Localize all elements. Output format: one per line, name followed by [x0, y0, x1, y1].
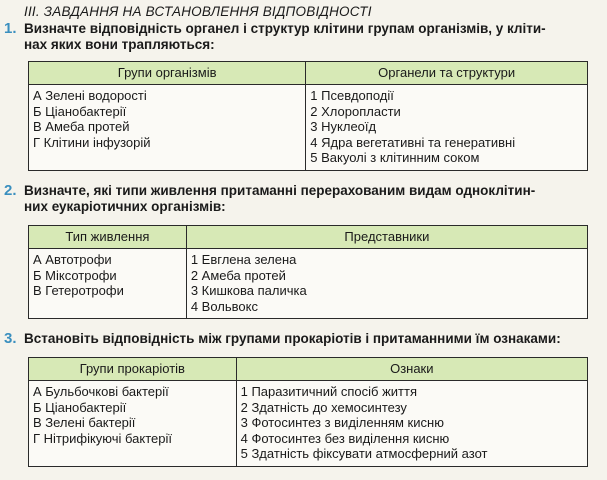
list-item: 3 Кишкова паличка	[190, 283, 307, 298]
list-item: А Зелені водорості	[33, 88, 147, 103]
list-item: 4 Ядра вегетативні та генеративні	[310, 134, 516, 150]
task-3-right-list	[236, 381, 587, 467]
task-1-question	[4, 21, 599, 53]
task-1-right-list	[306, 85, 588, 171]
list-item: В Зелені бактерії	[33, 415, 136, 430]
task-1-question-line1: Визначте відповідність органел і структур клітини групам організмів, у кліти-	[24, 21, 546, 36]
list-item: 1 Евглена зелена	[190, 252, 297, 267]
list-item: 3 Нуклеоїд	[310, 119, 377, 134]
task-1-left-header: Групи організмів	[29, 62, 306, 85]
list-item: 3 Фотосинтез з виділенням кисню	[240, 415, 444, 430]
task-1-right-header: Органели та структури	[306, 62, 588, 85]
list-item: 2 Хлоропласти	[310, 103, 401, 119]
list-item: 2 Здатність до хемосинтезу	[240, 399, 407, 415]
task-3-table	[28, 357, 588, 467]
list-item: Б Ціанобактерії	[33, 399, 127, 415]
task-3-number: 3.	[4, 330, 17, 347]
list-item: Г Клітини інфузорій	[33, 134, 151, 150]
task-2-right-list	[186, 249, 587, 319]
list-item: Б Ціанобактерії	[33, 103, 127, 119]
task-2-left-header: Тип живлення	[29, 226, 187, 249]
task-3-right-header: Ознаки	[236, 358, 587, 381]
list-item: А Бульбочкові бактерії	[33, 384, 169, 399]
task-3-question	[4, 331, 599, 347]
task-1-question-line2: нах яких вони трапляються:	[24, 37, 215, 52]
list-item: 1 Паразитичний спосіб життя	[240, 384, 417, 399]
task-3-question-line1: Встановіть відповідність між групами прокаріотів і притаманними їм ознаками:	[24, 331, 561, 346]
list-item: А Автотрофи	[33, 252, 112, 267]
list-item: Г Нітрифікуючі бактерії	[33, 430, 173, 446]
list-item: 5 Вакуолі з клітинним соком	[310, 150, 480, 165]
list-item: Б Міксотрофи	[33, 267, 117, 283]
task-2-table	[28, 225, 588, 319]
task-2-right-header: Представники	[186, 226, 587, 249]
task-2-question-line2: них еукаріотичних організмів:	[24, 199, 226, 214]
task-1-number: 1.	[4, 20, 17, 37]
task-2-left-list	[29, 249, 187, 319]
task-3-left-list	[29, 381, 237, 467]
list-item: 4 Фотосинтез без виділення кисню	[240, 430, 450, 446]
list-item: 4 Вольвокс	[190, 298, 258, 314]
list-item: 2 Амеба протей	[190, 267, 286, 283]
task-1-table	[28, 61, 588, 171]
task-2-question-line1: Визначте, які типи живлення притаманні перерахованим видам одноклітин-	[24, 183, 536, 198]
list-item: В Гетеротрофи	[33, 283, 124, 298]
list-item: В Амеба протей	[33, 119, 130, 134]
list-item: 1 Псевдоподії	[310, 88, 394, 103]
task-2-number: 2.	[4, 182, 17, 199]
task-2-question	[4, 183, 599, 215]
task-3-left-header: Групи прокаріотів	[29, 358, 237, 381]
list-item: 5 Здатність фіксувати атмосферний азот	[240, 446, 488, 461]
task-1-left-list	[29, 85, 306, 171]
section-title: III. ЗАВДАННЯ НА ВСТАНОВЛЕННЯ ВІДПОВІДНОСТІ	[24, 4, 372, 19]
